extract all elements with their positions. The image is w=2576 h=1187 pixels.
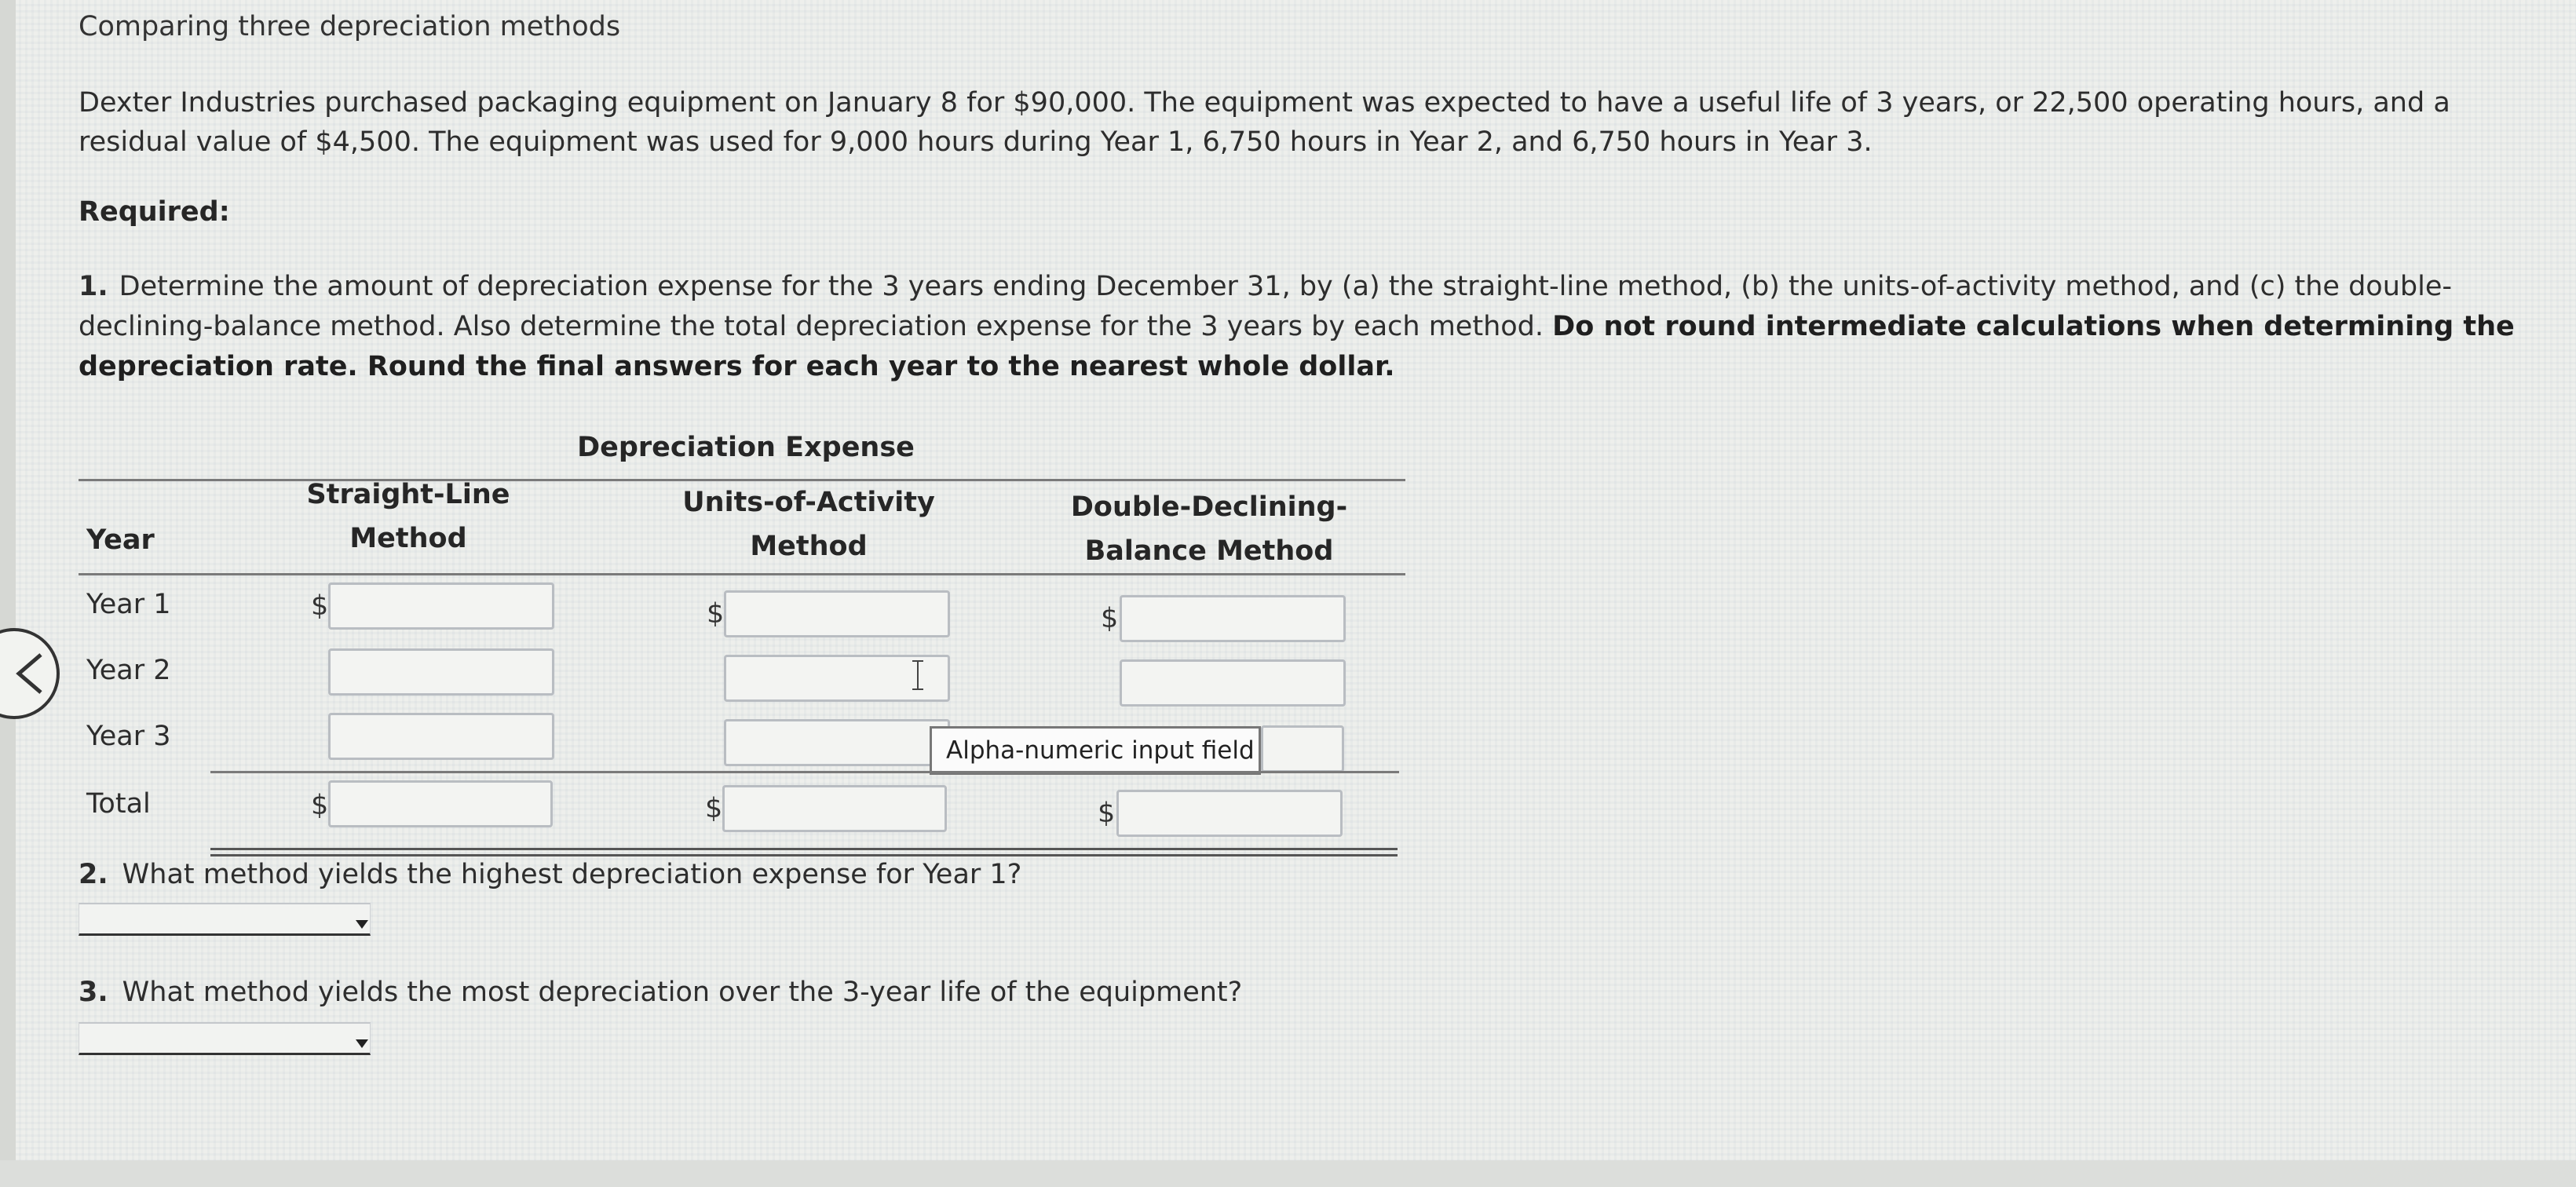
problem-description: Dexter Industries purchased packaging equipment on January 8 for $90,000. The equipment was expected to have a useful life of 3 years, or 22,500 operating hours, and a residual value of $4,500. The equipment was used for 9,000 hours during Year 1, 6,750 hours in Year 2, and 6,750 hours in Year 3. — [79, 87, 2450, 158]
total-double-declining-input[interactable] — [1116, 790, 1343, 837]
year-2-double-declining-input[interactable] — [1120, 659, 1346, 707]
question-1-instructions: Do not round intermediate calculations when determining the depreciation rate. Round the final answers for each year to the nearest whole dollar. — [79, 311, 2515, 382]
question-2-method-select[interactable] — [79, 903, 371, 936]
question-1 — [79, 267, 2575, 387]
currency-sign: $ — [705, 793, 723, 824]
table-group-header: Depreciation Expense — [577, 432, 915, 463]
year-3-straight-line-input[interactable] — [328, 713, 554, 760]
year-1-units-of-activity-input[interactable] — [724, 590, 950, 637]
row-label-year-2: Year 2 — [86, 655, 171, 686]
row-label-year-1: Year 1 — [86, 589, 171, 620]
currency-sign: $ — [1098, 798, 1116, 829]
subtotal-rule — [210, 771, 1399, 773]
column-header-straight-line: Straight-Line Method — [306, 479, 510, 554]
question-1-number: 1. — [79, 271, 108, 302]
input-tooltip: Alpha-numeric input field — [930, 726, 1261, 775]
total-double-rule-top — [210, 848, 1398, 850]
question-3-method-select[interactable] — [79, 1022, 371, 1055]
year-1-straight-line-input[interactable] — [328, 583, 554, 630]
required-label: Required: — [79, 196, 230, 228]
year-2-straight-line-input[interactable] — [328, 648, 554, 696]
dropdown-caret-icon — [356, 920, 368, 929]
question-1-text: Determine the amount of depreciation expense for the 3 years ending December 31, by (a) the straight-line method, (b) the units-of-activity method, and (c) the double-declining-balance method. Also determine the total depreciation expense for the 3 years by each method. — [79, 271, 2452, 342]
row-label-year-3: Year 3 — [86, 721, 171, 752]
header-bottom-rule — [79, 573, 1405, 575]
row-label-total: Total — [86, 788, 151, 820]
question-3: 3. What method yields the most depreciation over the 3-year life of the equipment? — [79, 977, 1243, 1008]
currency-sign: $ — [311, 790, 329, 821]
column-header-double-declining: Double-Declining- Balance Method — [1070, 491, 1348, 567]
left-edge — [0, 0, 16, 1187]
text-cursor-icon — [909, 658, 926, 692]
chevron-left-icon — [14, 652, 46, 696]
question-2: 2. What method yields the highest depreciation expense for Year 1? — [79, 859, 1022, 890]
currency-sign: $ — [311, 590, 329, 622]
year-1-double-declining-input[interactable] — [1120, 595, 1346, 642]
dropdown-caret-icon — [356, 1039, 368, 1048]
year-3-double-declining-input[interactable] — [1261, 725, 1344, 772]
currency-sign: $ — [707, 598, 725, 630]
total-units-of-activity-input[interactable] — [722, 785, 947, 832]
bottom-band — [0, 1160, 2576, 1187]
problem-title: Comparing three depreciation methods — [79, 11, 621, 42]
currency-sign: $ — [1101, 603, 1119, 634]
total-double-rule-bottom — [210, 854, 1398, 856]
column-header-year: Year — [86, 524, 155, 556]
year-3-units-of-activity-input[interactable] — [724, 719, 950, 766]
total-straight-line-input[interactable] — [328, 780, 553, 827]
column-header-units-of-activity: Units-of-Activity Method — [682, 487, 935, 562]
